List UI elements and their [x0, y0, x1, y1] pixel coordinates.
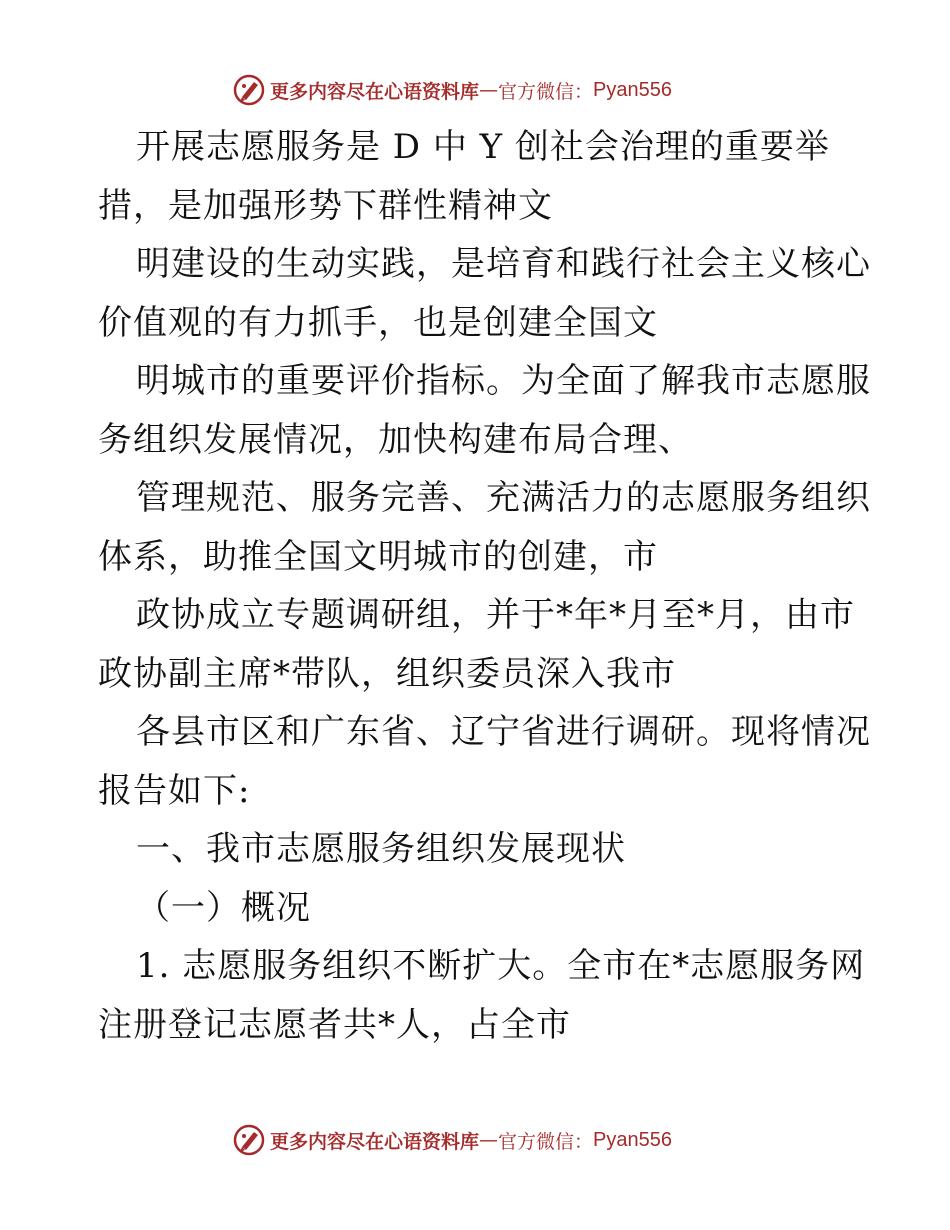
body-line: 各县市区和广东省、辽宁省进行调研。现将情况: [136, 712, 871, 752]
body-line: 务组织发展情况，加快构建布局合理、: [98, 419, 693, 460]
banner-wechat-label: 官方微信：: [498, 80, 594, 103]
banner-wechat-id: Pyan556: [593, 1128, 672, 1151]
banner-title: 更多内容尽在心语资料库: [270, 1130, 480, 1153]
body-line: 报告如下:: [98, 770, 251, 811]
body-line: 开展志愿服务是 D 中 Y 创社会治理的重要举: [136, 127, 830, 167]
pen-logo-icon: [232, 1123, 266, 1157]
header-banner: [232, 70, 672, 110]
banner-dash: —: [479, 1129, 499, 1151]
body-line: 价值观的有力抓手，也是创建全国文: [98, 302, 658, 343]
banner-wechat-id: Pyan556: [593, 78, 672, 101]
body-line: 政协副主席*带队，组织委员深入我市: [98, 653, 676, 694]
document-body: [98, 118, 888, 1054]
section-heading: 一、我市志愿服务组织发展现状: [136, 829, 626, 869]
body-line: 明城市的重要评价指标。为全面了解我市志愿服: [136, 361, 871, 401]
body-line: 1. 志愿服务组织不断扩大。全市在*志愿服务网: [136, 946, 866, 986]
subsection-heading: （一）概况: [136, 887, 311, 928]
banner-wechat-label: 官方微信：: [498, 1130, 594, 1153]
pen-logo-icon: [232, 73, 266, 107]
banner-title: 更多内容尽在心语资料库: [270, 80, 480, 103]
body-line: 注册登记志愿者共*人，占全市: [98, 1004, 571, 1045]
body-line: 体系，助推全国文明城市的创建，市: [98, 536, 658, 577]
banner-dash: —: [479, 79, 499, 101]
body-line: 措，是加强形势下群性精神文: [98, 185, 553, 226]
body-line: 明建设的生动实践，是培育和践行社会主义核心: [136, 244, 871, 284]
body-line: 政协成立专题调研组，并于*年*月至*月，由市: [136, 595, 855, 635]
footer-banner: [232, 1120, 672, 1160]
body-line: 管理规范、服务完善、充满活力的志愿服务组织: [136, 478, 871, 518]
